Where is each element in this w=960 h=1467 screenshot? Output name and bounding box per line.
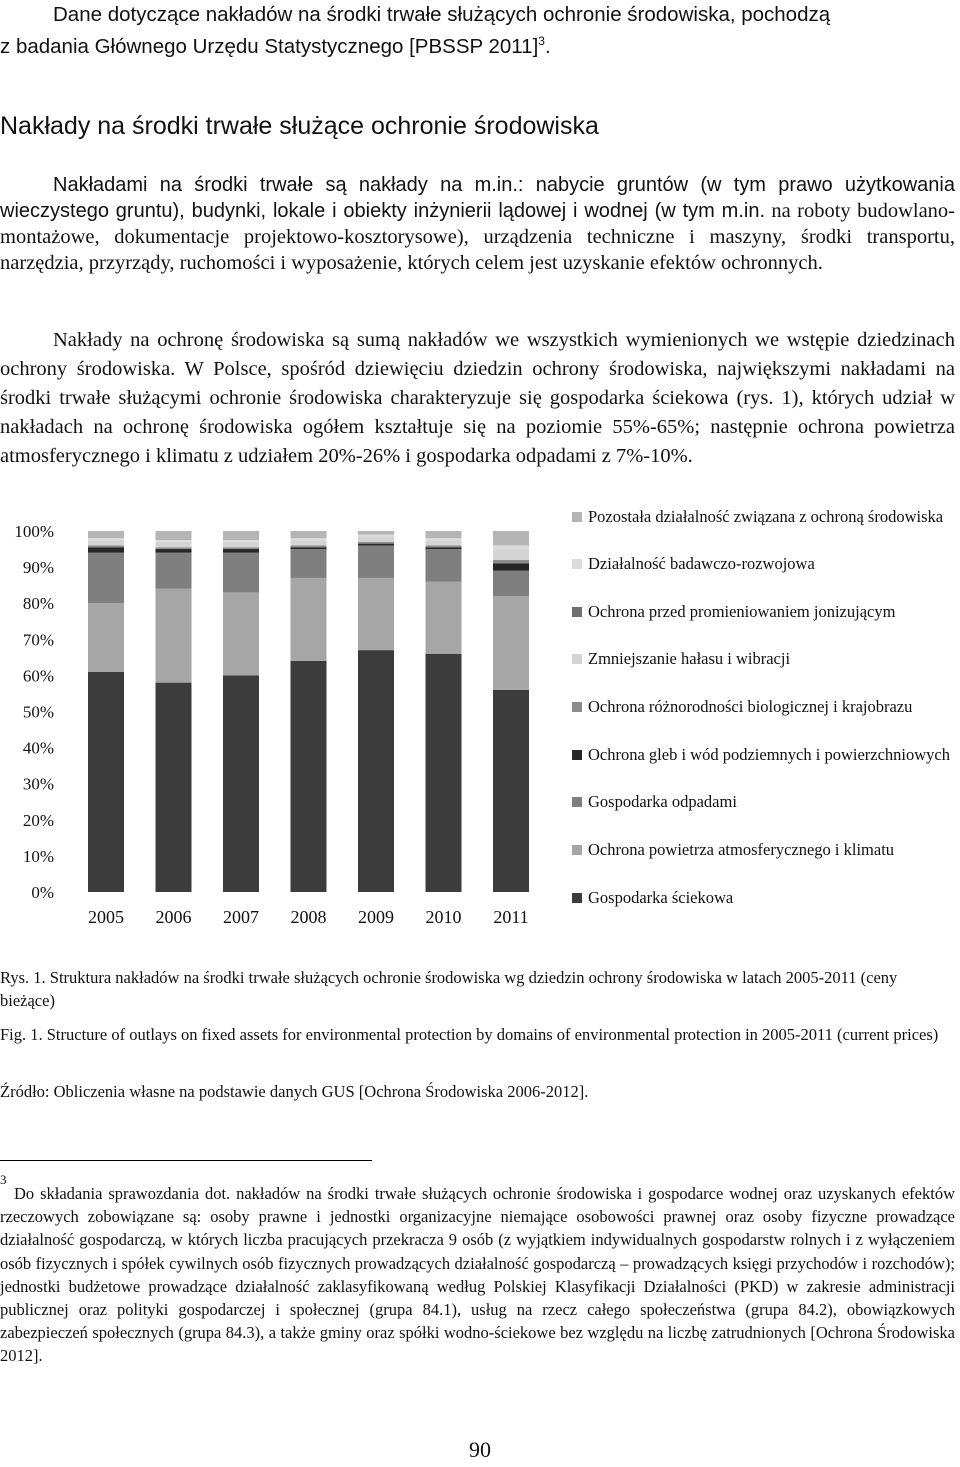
- y-tick-label: 40%: [22, 738, 54, 758]
- y-axis: [14, 522, 54, 902]
- x-tick-label: 2011: [493, 907, 529, 927]
- bar-segment: [88, 553, 124, 604]
- bars-group: [88, 531, 529, 892]
- bar-segment: [156, 531, 192, 540]
- figure-source: Źródło: Obliczenia własne na podstawie danych GUS [Ochrona Środowiska 2006-2012].: [0, 1082, 589, 1101]
- intro-paragraph: [0, 2, 955, 60]
- bar-segment: [88, 538, 124, 540]
- bar-segment: [291, 578, 327, 661]
- bar-segment: [223, 540, 259, 542]
- paragraph-1-text: Nakładami na środki trwałe są nakłady na m.in.: nabycie gruntów (w tym prawo użytkowania wieczystego gruntu), budynki, lokale i obiekty inżynierii lądowej i wodnej (w tym m.in.: [0, 174, 955, 222]
- intro-line-2: [0, 28, 955, 60]
- legend-label: Gospodarka ściekowa: [588, 888, 734, 907]
- legend-swatch: [572, 702, 582, 712]
- legend-swatch: [572, 607, 582, 617]
- legend-swatch: [572, 845, 582, 855]
- bar-segment: [88, 531, 124, 538]
- figure-caption-en: Fig. 1. Structure of outlays on fixed assets for environmental protection by domains of environmental protection in 2005-2011 (current prices): [0, 1025, 939, 1044]
- bar-segment: [88, 540, 124, 545]
- y-tick-label: 20%: [22, 810, 54, 830]
- legend-swatch: [572, 559, 582, 569]
- legend-swatch: [572, 893, 582, 903]
- bar-segment: [223, 549, 259, 553]
- bar-segment: [156, 683, 192, 892]
- y-tick-label: 60%: [22, 666, 54, 686]
- y-tick-label: 100%: [14, 522, 54, 541]
- x-tick-label: 2007: [223, 907, 259, 927]
- bar-segment: [358, 545, 394, 577]
- bar-segment: [291, 547, 327, 549]
- bar-segment: [223, 547, 259, 549]
- x-axis: [88, 907, 529, 927]
- x-tick-label: 2009: [358, 907, 394, 927]
- y-tick-label: 90%: [22, 558, 54, 578]
- footnote-text: Do składania sprawozdania dot. nakładów na środki trwałe służących ochronie środowiska i gospodarce wodnej oraz uzyskanych efektów rzeczowych zobowiązane są: osoby prawne i jednostki organizacyjne niemające osobowości prawnej oraz osoby fizyczne prowadzące działalność gospodarczą, w których liczba pracujących przekracza 9 osób (z wyjątkiem indywidualnych gospodarstw rolnych i z wyłączeniem osób fizycznych i spółek cywilnych osób fizycznych prowadzących działalność gospodarczą – prowadzących księgi przychodów i rozchodów); jednostki budżetowe prowadzące działalność zaklasyfikowaną według Polskiej Klasyfikacji Działalności (PKD) w zakresie administracji publicznej oraz polityki gospodarczej i społecznej (grupa 84.1), usług na rzecz całego społeczeństwa (grupa 84.2), obowiązkowych zabezpieczeń społecznych (grupa 84.3), a także gminy oraz spółki wodno-ściekowe bez względu na liczbę zatrudnionych [Ochrona Środowiska 2012].: [0, 1184, 955, 1366]
- bar-segment: [156, 589, 192, 683]
- bar-segment: [358, 536, 394, 541]
- bar-segment: [88, 603, 124, 672]
- bar-segment: [358, 650, 394, 892]
- footnote: [0, 1182, 955, 1368]
- x-tick-label: 2005: [88, 907, 124, 927]
- legend-swatch: [572, 654, 582, 664]
- paragraph-1-continuation: na roboty budowlano-montażowe, dokumentacje projektowo-kosztorysowe), urządzenia techniczne i maszyny, środki transportu, narzędzia, przyrządy, ruchomości i wyposażenie, których celem jest uzyskanie efektów ochronnych.: [0, 200, 956, 274]
- legend-swatch: [572, 750, 582, 760]
- bar-segment: [358, 531, 394, 535]
- footnote-marker: 3: [0, 1172, 7, 1187]
- paragraph-1: [0, 172, 955, 276]
- bar-segment: [426, 540, 462, 545]
- bar-segment: [358, 544, 394, 546]
- bar-segment: [88, 547, 124, 552]
- legend-swatch: [572, 512, 582, 522]
- bar-segment: [493, 560, 529, 564]
- bar-segment: [156, 547, 192, 549]
- bar-segment: [223, 592, 259, 675]
- stacked-bar-chart: [0, 505, 565, 935]
- legend-label: Ochrona powietrza atmosferycznego i klimatu: [588, 840, 895, 859]
- bar-segment: [426, 538, 462, 540]
- bar-segment: [493, 531, 529, 545]
- y-tick-label: 80%: [22, 594, 54, 614]
- bar-segment: [291, 549, 327, 578]
- y-tick-label: 30%: [22, 774, 54, 794]
- figure-caption-pl: Rys. 1. Struktura nakładów na środki trwałe służących ochronie środowiska wg dziedzin ochrony środowiska w latach 2005-2011 (ceny bieżące): [0, 968, 898, 1010]
- y-tick-label: 50%: [22, 702, 54, 722]
- page-number: 90: [469, 1437, 491, 1462]
- footnote-rule: [0, 1160, 372, 1161]
- intro-line-2-text: z badania Głównego Urzędu Statystycznego [PBSSP 2011]: [0, 34, 539, 58]
- bar-segment: [223, 675, 259, 892]
- legend-label: Pozostała działalność związana z ochroną środowiska: [588, 507, 944, 526]
- y-tick-label: 10%: [22, 846, 54, 866]
- bar-segment: [223, 531, 259, 540]
- bar-segment: [426, 547, 462, 549]
- paragraph-2: [0, 326, 955, 471]
- bar-segment: [291, 540, 327, 545]
- bar-segment: [291, 531, 327, 538]
- bar-segment: [223, 542, 259, 547]
- bar-segment: [156, 549, 192, 553]
- bar-segment: [493, 549, 529, 560]
- legend-label: Zmniejszanie hałasu i wibracji: [588, 649, 791, 668]
- bar-segment: [156, 542, 192, 547]
- section-heading: Nakłady na środki trwałe służące ochronie środowiska: [0, 112, 599, 140]
- legend-label: Ochrona różnorodności biologicznej i krajobrazu: [588, 697, 913, 716]
- bar-segment: [493, 563, 529, 570]
- bar-segment: [358, 535, 394, 537]
- legend-label: Ochrona przed promieniowaniem jonizującym: [588, 602, 896, 621]
- bar-segment: [223, 553, 259, 593]
- bar-segment: [493, 545, 529, 549]
- bar-segment: [88, 545, 124, 547]
- legend-label: Ochrona gleb i wód podziemnych i powierzchniowych: [588, 745, 950, 764]
- y-tick-label: 0%: [31, 883, 54, 902]
- bar-segment: [291, 545, 327, 547]
- bar-segment: [426, 654, 462, 892]
- bar-segment: [358, 542, 394, 544]
- bar-segment: [291, 661, 327, 892]
- legend-label: Działalność badawczo-rozwojowa: [588, 554, 815, 573]
- footnote-ref: 3: [538, 34, 545, 48]
- bar-segment: [493, 690, 529, 892]
- bar-segment: [426, 549, 462, 581]
- bar-segment: [426, 531, 462, 538]
- intro-line-1: Dane dotyczące nakładów na środki trwałe służących ochronie środowiska, pochodzą: [53, 3, 831, 26]
- x-tick-label: 2008: [290, 907, 327, 927]
- x-tick-label: 2006: [155, 907, 192, 927]
- bar-segment: [493, 596, 529, 690]
- x-tick-label: 2010: [425, 907, 462, 927]
- bar-segment: [493, 571, 529, 596]
- paragraph-2-text: Nakłady na ochronę środowiska są sumą nakładów we wszystkich wymienionych we wstępie dziedzinach ochrony środowiska. W Polsce, spośród dziewięciu dziedzin ochrony środowiska, największymi nakładami na środki trwałe służącymi ochronie środowiska charakteryzuje się gospodarka ściekowa (rys. 1), których udział w nakładach na ochronę środowiska ogółem kształtuje się na poziomie 55%-65%; następnie ochrona powietrza atmosferycznego i klimatu z udziałem 20%-26% i gospodarka odpadami z 7%-10%.: [0, 329, 955, 467]
- bar-segment: [156, 553, 192, 589]
- bar-segment: [358, 578, 394, 650]
- intro-line-2-end: .: [544, 34, 551, 58]
- bar-segment: [291, 538, 327, 540]
- bar-segment: [88, 672, 124, 892]
- legend-label: Gospodarka odpadami: [588, 792, 737, 811]
- bar-segment: [426, 582, 462, 654]
- legend-swatch: [572, 797, 582, 807]
- bar-segment: [426, 545, 462, 547]
- y-tick-label: 70%: [22, 630, 54, 650]
- bar-segment: [156, 540, 192, 542]
